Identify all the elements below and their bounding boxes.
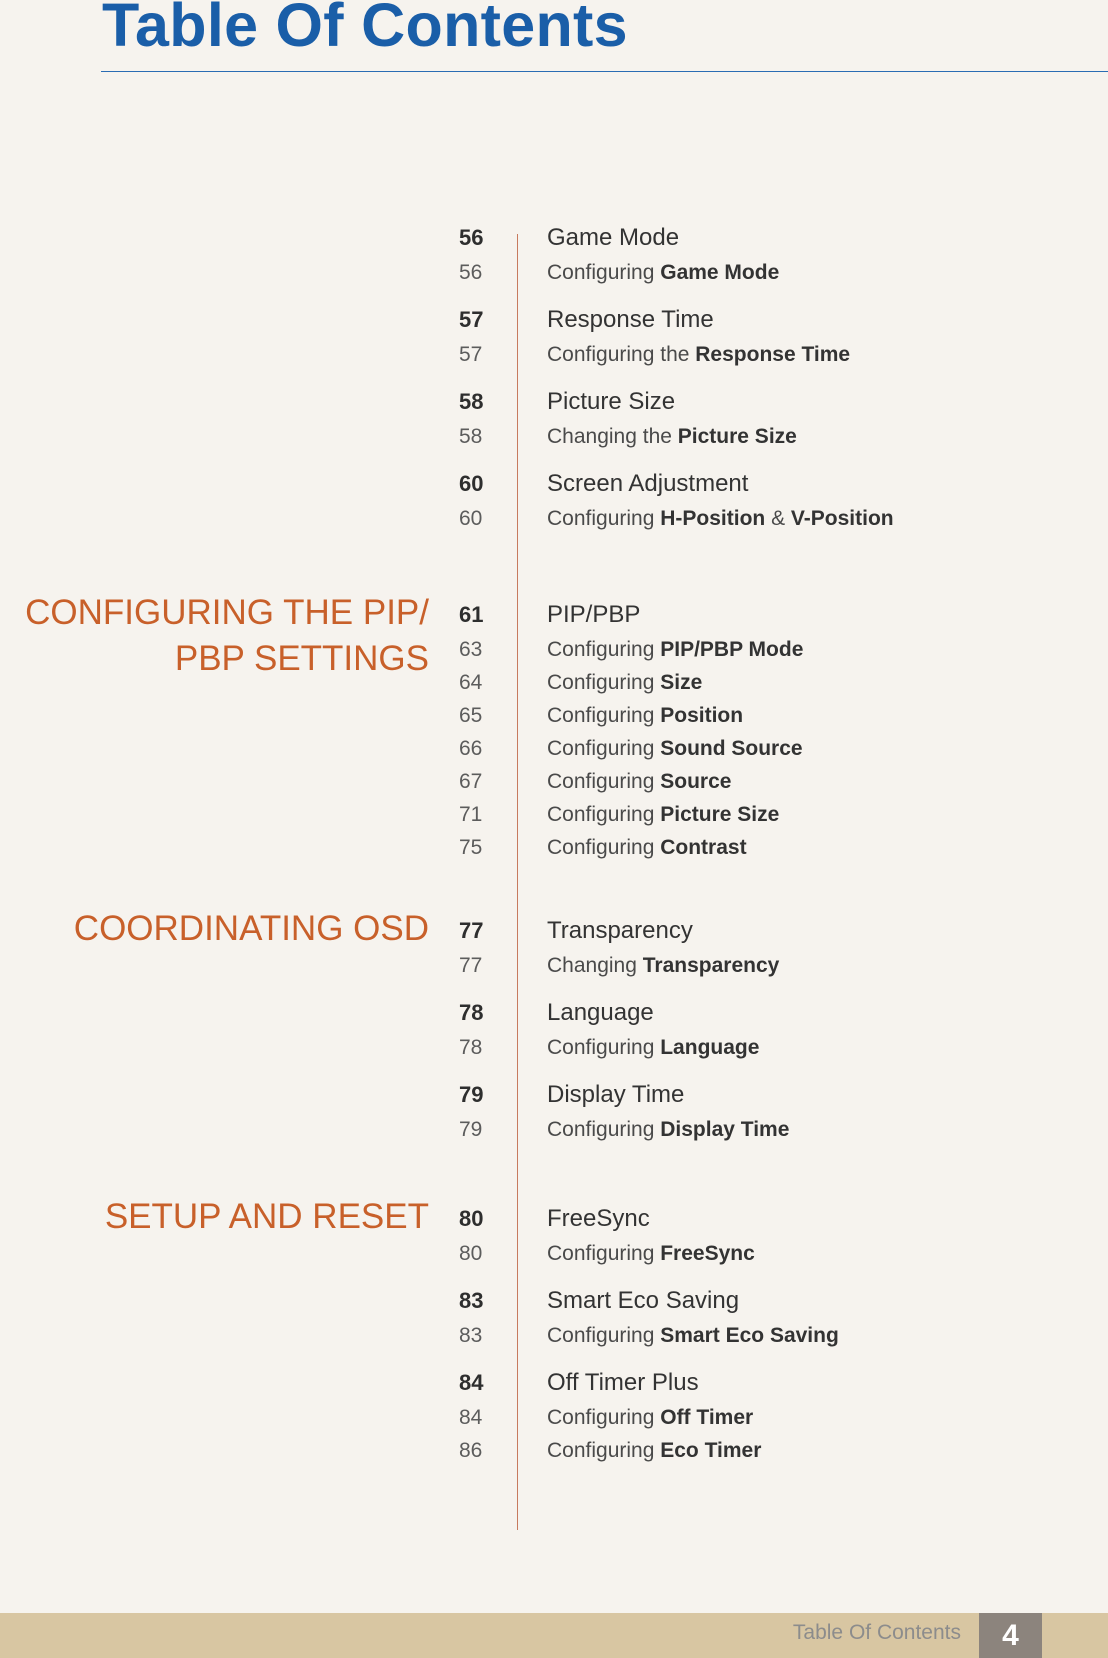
- toc-entry[interactable]: [0, 302, 1108, 371]
- entry-heading-row[interactable]: [0, 597, 1108, 633]
- sub-entry-page-number: 77: [459, 954, 483, 977]
- sub-entry-row[interactable]: [0, 256, 1108, 289]
- sub-entry-prefix: Configuring: [547, 638, 661, 661]
- sub-entry-text: [547, 798, 779, 832]
- entry-title: Response Time: [547, 306, 714, 333]
- sub-entry-prefix: Configuring: [547, 1242, 661, 1265]
- entry-title: Picture Size: [547, 388, 676, 415]
- sub-entry-text: [547, 699, 743, 733]
- sub-entry-page-number: 78: [459, 1036, 483, 1059]
- sub-entry-prefix: Changing: [547, 954, 643, 977]
- sub-entry-row[interactable]: [0, 1319, 1108, 1352]
- footer-label: Table Of Contents: [792, 1621, 961, 1644]
- sub-entry-row[interactable]: [0, 699, 1108, 732]
- sub-entry-page-number: 58: [459, 425, 483, 448]
- sub-entry-row[interactable]: [0, 1113, 1108, 1146]
- toc-entry[interactable]: [0, 1201, 1108, 1270]
- sub-entry-prefix: Configuring: [547, 1324, 661, 1347]
- sub-entry-row[interactable]: [0, 1237, 1108, 1270]
- sub-entry-keyword: FreeSync: [660, 1242, 755, 1265]
- sub-entry-keyword-2: V-Position: [790, 507, 894, 530]
- sub-entry-keyword: Smart Eco Saving: [660, 1324, 839, 1347]
- sub-entry-prefix: Configuring: [547, 1439, 661, 1462]
- sub-entry-keyword: Language: [660, 1036, 760, 1059]
- entry-title: Language: [547, 999, 654, 1026]
- entry-page-number: 60: [459, 471, 484, 496]
- entry-page-number: 79: [459, 1082, 484, 1107]
- entry-title: PIP/PBP: [547, 601, 641, 628]
- sub-entry-text: [547, 633, 803, 667]
- entry-heading-row[interactable]: [0, 913, 1108, 949]
- sub-entry-keyword: Sound Source: [660, 737, 803, 760]
- entry-page-number: 83: [459, 1288, 484, 1313]
- sub-entry-prefix: Changing the: [547, 425, 678, 448]
- sub-entry-keyword: Picture Size: [677, 425, 797, 448]
- sub-entry-page-number: 83: [459, 1324, 483, 1347]
- entry-page-number: 56: [459, 225, 484, 250]
- sub-entry-page-number: 64: [459, 671, 483, 694]
- sub-entry-text: [547, 666, 702, 700]
- sub-entry-row[interactable]: [0, 338, 1108, 371]
- toc-section: [0, 593, 1108, 877]
- sub-entry-text: [547, 732, 803, 766]
- entry-heading-row[interactable]: [0, 1283, 1108, 1319]
- sub-entry-prefix: Configuring: [547, 770, 661, 793]
- toc-entry[interactable]: [0, 597, 1108, 864]
- sub-entry-keyword: Response Time: [695, 343, 851, 366]
- sub-entry-row[interactable]: [0, 831, 1108, 864]
- sub-entry-prefix: Configuring: [547, 261, 661, 284]
- entry-page-number: 80: [459, 1206, 484, 1231]
- sub-entry-row[interactable]: [0, 1401, 1108, 1434]
- sub-entry-row[interactable]: [0, 798, 1108, 831]
- sub-entry-text: [547, 1434, 761, 1468]
- entry-heading-row[interactable]: [0, 995, 1108, 1031]
- sub-entry-prefix: Configuring: [547, 704, 661, 727]
- toc-entry[interactable]: [0, 384, 1108, 453]
- sub-entry-page-number: 79: [459, 1118, 483, 1141]
- entry-title: FreeSync: [547, 1205, 650, 1232]
- sub-entry-connector: &: [765, 507, 791, 530]
- title-rule: [101, 71, 1108, 72]
- entry-title: Display Time: [547, 1081, 685, 1108]
- sub-entry-page-number: 63: [459, 638, 483, 661]
- sub-entry-text: [547, 1113, 789, 1147]
- sub-entry-page-number: 84: [459, 1406, 483, 1429]
- sub-entry-text: [547, 502, 894, 536]
- section-title-line: CONFIGURING THE PIP/: [25, 593, 429, 632]
- entry-heading-row[interactable]: [0, 220, 1108, 256]
- toc-entry[interactable]: [0, 220, 1108, 289]
- sub-entry-text: [547, 420, 797, 454]
- toc-entry[interactable]: [0, 1077, 1108, 1146]
- sub-entry-prefix: Configuring: [547, 836, 661, 859]
- entry-page-number: 78: [459, 1000, 484, 1025]
- sub-entry-prefix: Configuring: [547, 1036, 661, 1059]
- sub-entry-text: [547, 949, 779, 983]
- page-title: Table Of Contents: [102, 0, 628, 59]
- sub-entry-page-number: 71: [459, 803, 483, 826]
- sub-entry-keyword: Off Timer: [660, 1406, 754, 1429]
- sub-entry-keyword: Display Time: [660, 1118, 790, 1141]
- sub-entry-page-number: 65: [459, 704, 483, 727]
- entry-heading-row[interactable]: [0, 1365, 1108, 1401]
- sub-entry-row[interactable]: [0, 1031, 1108, 1064]
- section-title-line: COORDINATING OSD: [73, 909, 429, 948]
- entry-page-number: 84: [459, 1370, 484, 1395]
- sub-entry-prefix: Configuring: [547, 507, 661, 530]
- sub-entry-page-number: 57: [459, 343, 483, 366]
- sub-entry-text: [547, 1319, 839, 1353]
- sub-entry-keyword: Size: [660, 671, 703, 694]
- entry-heading-row[interactable]: [0, 302, 1108, 338]
- sub-entry-text: [547, 1237, 755, 1271]
- sub-entry-page-number: 67: [459, 770, 483, 793]
- sub-entry-keyword: Game Mode: [660, 261, 780, 284]
- section-title-line: PBP SETTINGS: [174, 639, 429, 678]
- sub-entry-page-number: 75: [459, 836, 483, 859]
- toc-entry[interactable]: [0, 1365, 1108, 1467]
- sub-entry-text: [547, 765, 731, 799]
- sub-entry-page-number: 60: [459, 507, 483, 530]
- sub-entry-page-number: 80: [459, 1242, 483, 1265]
- sub-entry-keyword: Position: [660, 704, 744, 727]
- sub-entry-row[interactable]: [0, 633, 1108, 666]
- toc-entry[interactable]: [0, 466, 1108, 535]
- toc-section: [0, 220, 1108, 548]
- sub-entry-row[interactable]: [0, 1434, 1108, 1467]
- entry-page-number: 77: [459, 918, 484, 943]
- sub-entry-row[interactable]: [0, 949, 1108, 982]
- entry-title: Off Timer Plus: [547, 1369, 699, 1396]
- sub-entry-keyword: Source: [660, 770, 732, 793]
- sub-entry-keyword: H-Position: [660, 507, 766, 530]
- sub-entry-row[interactable]: [0, 732, 1108, 765]
- section-title-line: SETUP AND RESET: [104, 1197, 429, 1236]
- sub-entry-keyword: Contrast: [660, 836, 747, 859]
- toc-section: [0, 909, 1108, 1159]
- sub-entry-keyword: Picture Size: [660, 803, 780, 826]
- sub-entry-keyword: Eco Timer: [660, 1439, 762, 1462]
- sub-entry-text: [547, 831, 747, 865]
- entry-heading-row[interactable]: [0, 384, 1108, 420]
- entry-title: Screen Adjustment: [547, 470, 749, 497]
- entry-heading-row[interactable]: [0, 466, 1108, 502]
- sub-entry-page-number: 86: [459, 1439, 483, 1462]
- sub-entry-row[interactable]: [0, 502, 1108, 535]
- sub-entry-keyword: Transparency: [642, 954, 780, 977]
- sub-entry-row[interactable]: [0, 765, 1108, 798]
- entry-title: Transparency: [547, 917, 693, 944]
- sub-entry-prefix: Configuring: [547, 1406, 661, 1429]
- entry-heading-row[interactable]: [0, 1077, 1108, 1113]
- sub-entry-keyword: PIP/PBP Mode: [660, 638, 804, 661]
- sub-entry-text: [547, 256, 779, 290]
- sub-entry-text: [547, 338, 850, 372]
- toc-section: [0, 1197, 1108, 1480]
- sub-entry-prefix: Configuring: [547, 671, 661, 694]
- entry-title: Game Mode: [547, 224, 680, 251]
- entry-page-number: 58: [459, 389, 484, 414]
- sub-entry-row[interactable]: [0, 420, 1108, 453]
- entry-page-number: 61: [459, 602, 484, 627]
- sub-entry-text: [547, 1401, 753, 1435]
- sub-entry-prefix: Configuring: [547, 737, 661, 760]
- sub-entry-page-number: 66: [459, 737, 483, 760]
- toc-entry[interactable]: [0, 1283, 1108, 1352]
- toc-entry[interactable]: [0, 913, 1108, 982]
- entry-heading-row[interactable]: [0, 1201, 1108, 1237]
- toc-entry[interactable]: [0, 995, 1108, 1064]
- sub-entry-text: [547, 1031, 759, 1065]
- sub-entry-prefix: Configuring the: [547, 343, 696, 366]
- sub-entry-page-number: 56: [459, 261, 483, 284]
- entry-title: Smart Eco Saving: [547, 1287, 740, 1314]
- sub-entry-row[interactable]: [0, 666, 1108, 699]
- sub-entry-prefix: Configuring: [547, 803, 661, 826]
- entry-page-number: 57: [459, 307, 484, 332]
- sub-entry-prefix: Configuring: [547, 1118, 661, 1141]
- page-number: 4: [979, 1613, 1042, 1658]
